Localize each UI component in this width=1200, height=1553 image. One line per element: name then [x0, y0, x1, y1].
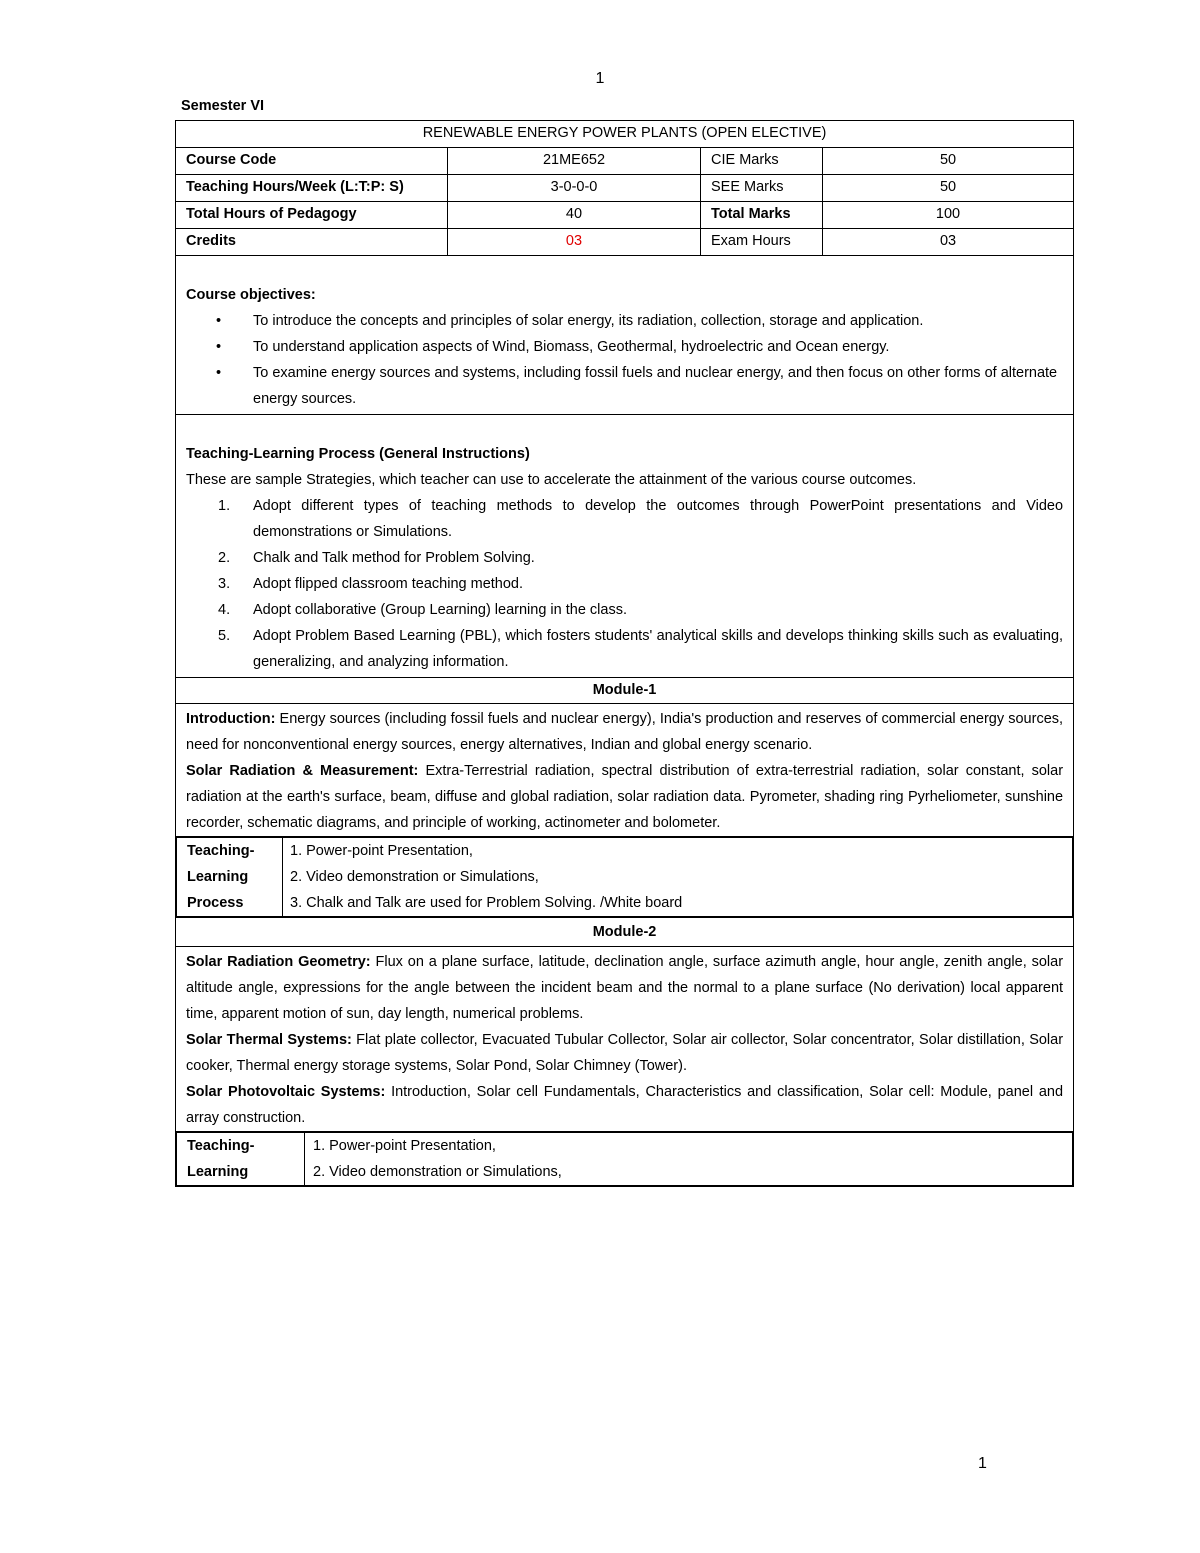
list-item: 1. Power-point Presentation,: [290, 843, 473, 859]
credits-value: 03: [448, 229, 701, 256]
objectives-list: [186, 308, 1063, 412]
info-label: Credits: [176, 229, 448, 256]
teaching-learning-list: [186, 493, 1063, 675]
page-number-top: 1: [595, 70, 605, 87]
page-number-bottom: 1: [978, 1455, 987, 1472]
list-item: 3. Chalk and Talk are used for Problem Solving. /White board: [290, 895, 683, 911]
info-label: Course Code: [176, 148, 448, 175]
module-2-heading: Module-2: [176, 918, 1074, 947]
teaching-learning-title: Teaching-Learning Process (General Instructions): [186, 446, 530, 462]
module-1-heading: Module-1: [176, 678, 1074, 704]
list-item: • To examine energy sources and systems, including fossil fuels and nuclear energy, and then focus on other forms of alternate energy sources.: [186, 360, 1063, 412]
info-label: Teaching Hours/Week (L:T:P: S): [176, 175, 448, 202]
tlp-label: Teaching- Learning: [177, 1133, 305, 1186]
module-1-teaching-process: [176, 837, 1074, 918]
info-value: 100: [823, 202, 1074, 229]
list-item: 2. Video demonstration or Simulations,: [313, 1164, 562, 1180]
info-label: Exam Hours: [701, 229, 823, 256]
list-item: 2. Video demonstration or Simulations,: [290, 869, 539, 885]
objectives-section: [176, 256, 1074, 415]
teaching-learning-intro: These are sample Strategies, which teacher can use to accelerate the attainment of the various course outcomes.: [186, 472, 917, 488]
list-item: 2. Chalk and Talk method for Problem Solving.: [218, 550, 535, 566]
info-value: 50: [823, 148, 1074, 175]
info-row: [176, 175, 1074, 202]
info-value: 21ME652: [448, 148, 701, 175]
info-label: Total Marks: [701, 202, 823, 229]
list-item: • To introduce the concepts and principles of solar energy, its radiation, collection, storage and application.: [186, 308, 1063, 334]
info-row: [176, 229, 1074, 256]
info-value: 50: [823, 175, 1074, 202]
teaching-learning-section: [176, 415, 1074, 678]
info-label: CIE Marks: [701, 148, 823, 175]
info-value: 40: [448, 202, 701, 229]
info-label: SEE Marks: [701, 175, 823, 202]
tlp-label: Teaching- Learning Process: [177, 838, 283, 917]
list-item: 5. Adopt Problem Based Learning (PBL), which fosters students' analytical skills and develops thinking skills such as evaluating, generalizing, and analyzing information.: [218, 628, 1064, 670]
semester-label: Semester VI: [181, 98, 265, 114]
module-2-teaching-process: [176, 1132, 1074, 1187]
list-item: 4. Adopt collaborative (Group Learning) learning in the class.: [218, 602, 627, 618]
list-item: 1. Adopt different types of teaching methods to develop the outcomes through PowerPoint presentations and Video demonstrations or Simulations.: [218, 498, 1064, 540]
course-table: [175, 120, 1074, 1187]
module-1-content: Introduction: Energy sources (including fossil fuels and nuclear energy), India's production and reserves of commercial energy sources, need for nonconventional energy sources, energy alternatives, Indian and global energy scenario. Solar Radiation & Measurement: Extra-Terrestrial radiation, spectral distribution of extra-terrestrial radiation, solar constant, solar radiation at the earth's surface, beam, diffuse and global radiation, solar radiation data. Pyrometer, shading ring Pyrheliometer, sunshine recorder, schematic diagrams, and principle of working, actinometer and bolometer.: [176, 704, 1074, 837]
tlp-items: [283, 838, 1073, 917]
info-value: 3-0-0-0: [448, 175, 701, 202]
objectives-title: Course objectives:: [186, 287, 316, 303]
info-label: Total Hours of Pedagogy: [176, 202, 448, 229]
module-2-content: Solar Radiation Geometry: Flux on a plane surface, latitude, declination angle, surface azimuth angle, hour angle, zenith angle, solar altitude angle, expressions for the angle between the incident beam and the normal to a plane surface (No derivation) local apparent time, apparent motion of sun, day length, numerical problems. Solar Thermal Systems: Flat plate collector, Evacuated Tubular Collector, Solar air collector, Solar concentrator, Solar distillation, Solar cooker, Thermal energy storage systems, Solar Pond, Solar Chimney (Tower). Solar Photovoltaic Systems: Introduction, Solar cell Fundamentals, Characteristics and classification, Solar cell: Module, panel and array construction.: [176, 947, 1074, 1132]
info-row: [176, 202, 1074, 229]
list-item: 3. Adopt flipped classroom teaching method.: [218, 576, 524, 592]
tlp-items: [305, 1133, 1073, 1186]
info-value: 03: [823, 229, 1074, 256]
list-item: • To understand application aspects of Wind, Biomass, Geothermal, hydroelectric and Ocean energy.: [186, 334, 1063, 360]
list-item: 1. Power-point Presentation,: [313, 1138, 496, 1154]
info-row: [176, 148, 1074, 175]
course-title: RENEWABLE ENERGY POWER PLANTS (OPEN ELECTIVE): [176, 121, 1074, 148]
